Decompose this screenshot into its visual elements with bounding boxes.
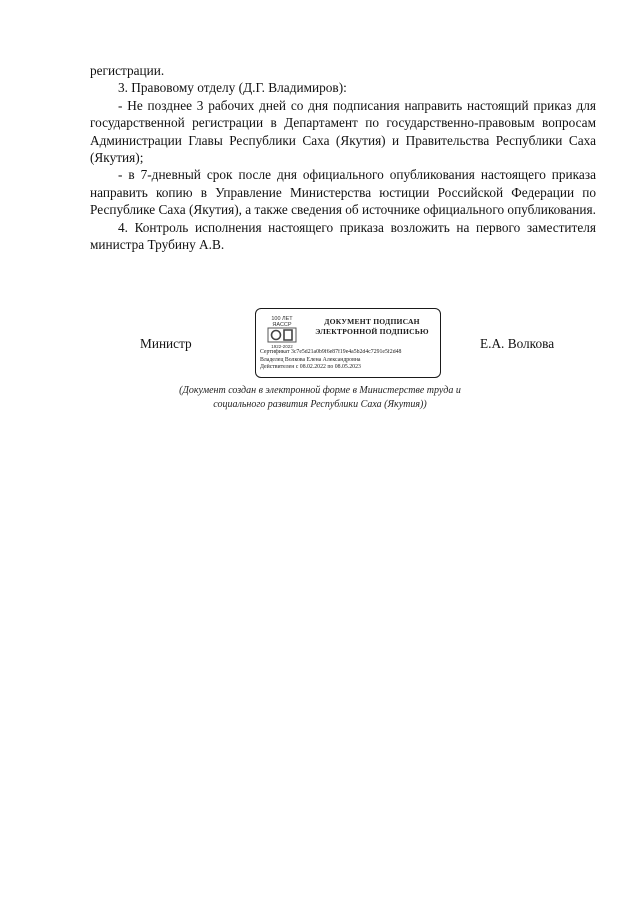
- paragraph-subitem-publication: - в 7-дневный срок после дня официального опубликования настоящего приказа направить копию в Управление Министерства юстиции Российской Федерации по Республике Саха (Якутия), а также сведения об источнике официального опубликования.: [90, 167, 596, 218]
- paragraph-continuation: регистрации.: [90, 63, 165, 78]
- paragraph-item-3: 3. Правовому отделу (Д.Г. Владимиров):: [118, 80, 347, 96]
- certificate-number: Сертификат 3c7e5d21a0b9f6e87f19e4a5b2d4c7291e5f2d48: [260, 349, 402, 355]
- certificate-validity: Действителен с 08.02.2022 по 08.05.2023: [260, 364, 361, 371]
- stamp-details: [260, 349, 438, 372]
- order-text: [90, 62, 596, 253]
- footnote-line-1: (Документ создан в электронной форме в Министерстве труда и: [179, 385, 461, 396]
- anniversary-logo-icon: [262, 313, 302, 351]
- signer-title: Министр: [140, 336, 192, 351]
- paragraph-item-4: 4. Контроль исполнения настоящего приказа возложить на первого заместителя министра Трубину А.В.: [90, 219, 596, 253]
- paragraph-subitem-registration: - Не позднее 3 рабочих дней со дня подписания направить настоящий приказ для государственной регистрации в Департамент по государственно-правовым вопросам Администрации Главы Республики Саха (Якутия) и Правительства Республики Саха (Якутия);: [90, 97, 596, 166]
- logo-text-top: 100 ЛЕТ: [271, 316, 293, 322]
- document-footnote: [150, 384, 490, 412]
- certificate-owner: Владелец Волкова Елена Александровна: [260, 356, 361, 363]
- signature-block: [0, 308, 640, 388]
- footnote-line-2: социального развития Республики Саха (Якутия)): [213, 399, 427, 410]
- logo-text-bottom: 1922-2022: [271, 344, 293, 349]
- logo-text-mid: ЯАССР: [272, 322, 292, 328]
- signer-name: Е.А. Волкова: [480, 336, 555, 351]
- stamp-title-line-2: ЭЛЕКТРОННОЙ ПОДПИСЬЮ: [315, 327, 429, 336]
- electronic-signature-stamp: [255, 308, 441, 378]
- stamp-title: [306, 317, 438, 337]
- stamp-title-line-1: ДОКУМЕНТ ПОДПИСАН: [324, 317, 420, 326]
